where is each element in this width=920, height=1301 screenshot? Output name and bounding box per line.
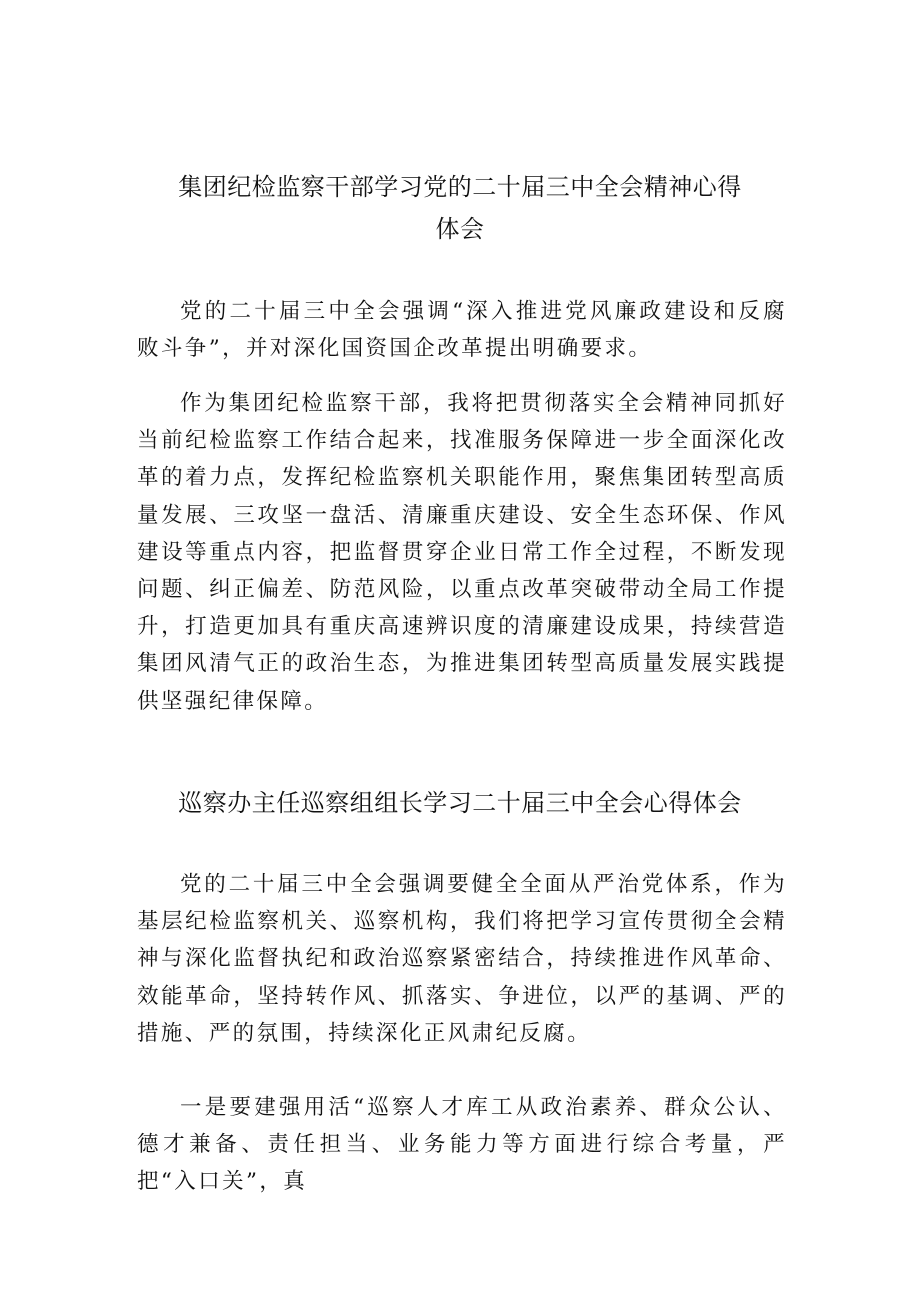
- section1-paragraph-1: 党的二十届三中全会强调“深入推进党风廉政建设和反腐败斗争”，并对深化国资国企改革提出明确要求。: [137, 299, 787, 362]
- section1-title-line1: 集团纪检监察干部学习党的二十届三中全会精神心得: [178, 173, 742, 201]
- section1-title-line2: 体会: [435, 215, 485, 243]
- section2-paragraph-1: 党的二十届三中全会强调要健全全面从严治党体系，作为基层纪检监察机关、巡察机构，我们将把学习宣传贯彻全会精神与深化监督执纪和政治巡察紧密结合，持续推进作风革命、效能革命，坚持转作风、抓落实、争进位，以严的基调、严的措施、严的氛围，持续深化正风肃纪反腐。: [137, 872, 787, 1046]
- section2-title: 巡察办主任巡察组组长学习二十届三中全会心得体会: [178, 789, 742, 817]
- section1-title: [130, 166, 790, 250]
- section1-paragraph-2: 作为集团纪检监察干部，我将把贯彻落实全会精神同抓好当前纪检监察工作结合起来，找准服务保障进一步全面深化改革的着力点，发挥纪检监察机关职能作用，聚焦集团转型高质量发展、三攻坚一盘活、清廉重庆建设、安全生态环保、作风建设等重点内容，把监督贯穿企业日常工作全过程，不断发现问题、纠正偏差、防范风险，以重点改革突破带动全局工作提升，打造更加具有重庆高速辨识度的清廉建设成果，持续营造集团风清气正的政治生态，为推进集团转型高质量发展实践提供坚强纪律保障。: [137, 391, 787, 714]
- section2-paragraph-2: 一是要建强用活“巡察人才库工从政治素养、群众公认、德才兼备、责任担当、业务能力等方面进行综合考量，严把“入口关”，真: [137, 1095, 787, 1195]
